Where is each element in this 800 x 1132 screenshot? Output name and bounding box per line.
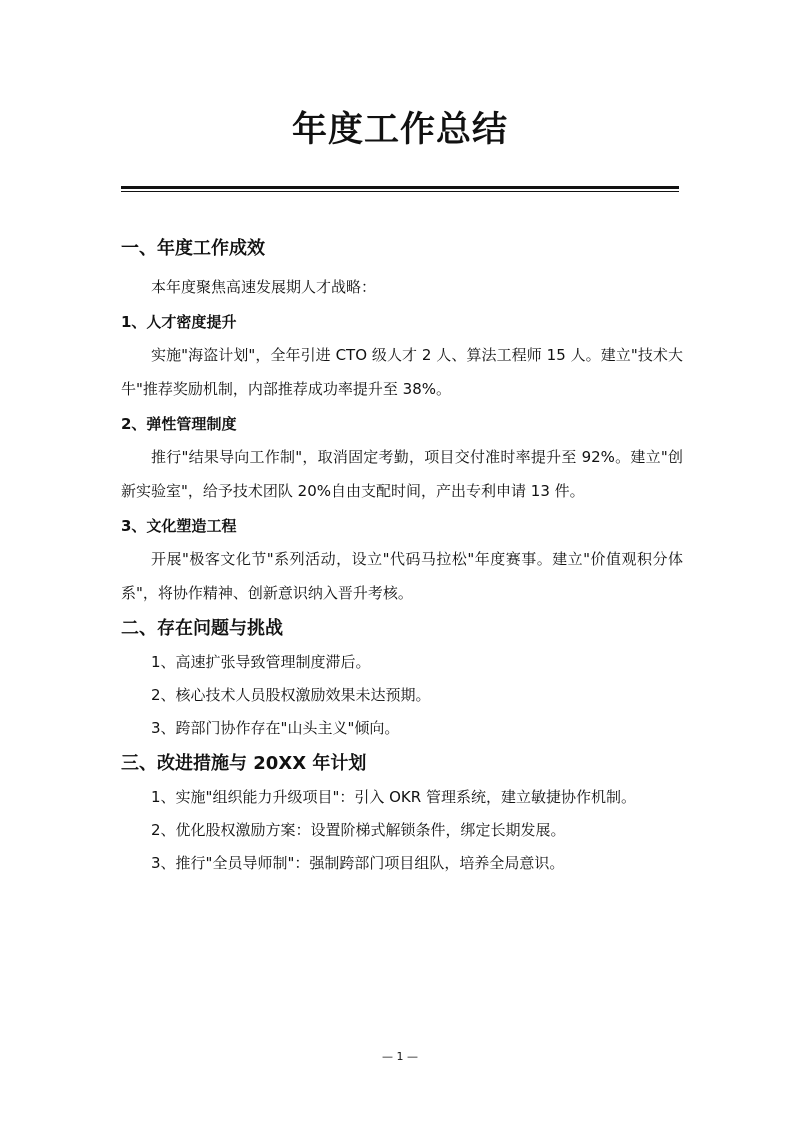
section-intro: 本年度聚焦高速发展期人才战略： [151, 278, 377, 296]
section-plan [121, 747, 683, 880]
document-title: 年度工作总结 [291, 110, 508, 150]
title-divider-thick [121, 186, 679, 189]
list-item: 3、跨部门协作存在"山头主义"倾向。 [151, 719, 400, 737]
subsection-paragraph: 实施"海盗计划"，全年引进 CTO 级人才 2 人、算法工程师 15 人。建立"技术大牛"推荐奖励机制，内部推荐成功率提升至 38%。 [121, 346, 683, 398]
document-body [121, 232, 683, 880]
subsection-heading: 1、人才密度提升 [121, 313, 237, 331]
list-item: 1、实施"组织能力升级项目"：引入 OKR 管理系统，建立敏捷协作机制。 [151, 788, 636, 806]
page-number: — 1 — [382, 1050, 418, 1063]
subsection-heading: 3、文化塑造工程 [121, 517, 237, 535]
subsection-paragraph: 开展"极客文化节"系列活动，设立"代码马拉松"年度赛事。建立"价值观积分体系"，将协作精神、创新意识纳入晋升考核。 [121, 550, 683, 602]
list-item: 2、核心技术人员股权激励效果未达预期。 [151, 686, 431, 704]
subsection-paragraph: 推行"结果导向工作制"，取消固定考勤，项目交付准时率提升至 92%。建立"创新实验室"，给予技术团队 20%自由支配时间，产出专利申请 13 件。 [121, 448, 683, 500]
list-item: 2、优化股权激励方案：设置阶梯式解锁条件，绑定长期发展。 [151, 821, 566, 839]
section-heading: 三、改进措施与 20XX 年计划 [121, 753, 367, 774]
list-item: 1、高速扩张导致管理制度滞后。 [151, 653, 371, 671]
section-problems [121, 612, 683, 745]
subsection-heading: 2、弹性管理制度 [121, 415, 237, 433]
title-divider-thin [121, 191, 679, 192]
section-heading: 一、年度工作成效 [121, 238, 265, 259]
section-achievements [121, 232, 683, 610]
list-item: 3、推行"全员导师制"：强制跨部门项目组队，培养全局意识。 [151, 854, 565, 872]
section-heading: 二、存在问题与挑战 [121, 618, 283, 639]
